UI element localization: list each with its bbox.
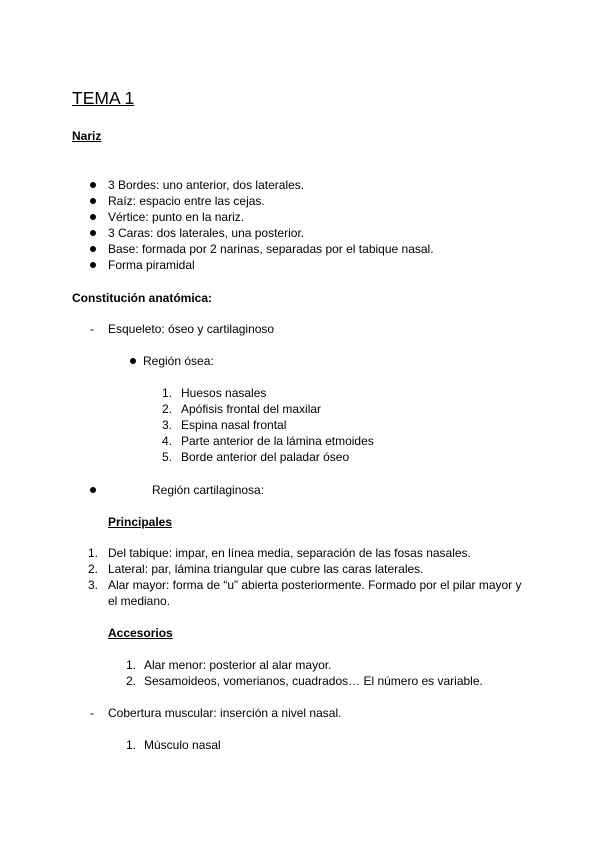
list-number: 3. <box>87 578 98 592</box>
cobertura-item: Cobertura muscular: inserción a nivel nasal. <box>108 706 342 720</box>
list-item: Apófisis frontal del maxilar <box>181 402 322 416</box>
list-item: 3 Caras: dos laterales, una posterior. <box>108 226 305 240</box>
region-cartilaginosa-label: Región cartilaginosa: <box>152 483 265 497</box>
list-item: Parte anterior de la lámina etmoides <box>181 434 374 448</box>
list-item-continuation: el mediano. <box>108 594 171 608</box>
region-osea-label: Región ósea: <box>143 354 214 368</box>
subheading-accesorios: Accesorios <box>108 626 173 640</box>
subheading-principales: Principales <box>108 515 173 529</box>
list-item: Del tabique: impar, en línea media, separación de las fosas nasales. <box>108 546 471 560</box>
bullet-icon <box>90 214 96 220</box>
bullet-icon <box>90 262 96 268</box>
bullet-icon <box>90 246 96 252</box>
list-item: Lateral: par, lámina triangular que cubre las caras laterales. <box>108 562 424 576</box>
list-number: 2. <box>161 402 172 416</box>
section-heading-nariz: Nariz <box>72 129 102 143</box>
dash-marker: - <box>90 706 94 720</box>
list-item: Vértice: punto en la nariz. <box>108 210 245 224</box>
list-number: 1. <box>87 546 98 560</box>
bullet-icon <box>90 230 96 236</box>
list-item: Alar mayor: forma de “u” abierta posteriormente. Formado por el pilar mayor y <box>108 578 522 592</box>
list-item: Sesamoideos, vomerianos, cuadrados… El número es variable. <box>144 674 483 688</box>
list-number: 4. <box>161 434 172 448</box>
list-number: 3. <box>161 418 172 432</box>
bullet-icon <box>90 198 96 204</box>
list-item: Forma piramidal <box>108 258 195 272</box>
list-item: Base: formada por 2 narinas, separadas por el tabique nasal. <box>108 242 434 256</box>
dash-marker: - <box>90 322 94 336</box>
list-number: 1. <box>125 738 136 752</box>
bullet-icon <box>90 487 96 493</box>
list-item: Alar menor: posterior al alar mayor. <box>144 658 332 672</box>
section-heading-constitucion: Constitución anatómica: <box>72 291 213 305</box>
list-item: Músculo nasal <box>144 738 221 752</box>
list-number: 2. <box>87 562 98 576</box>
bullet-icon <box>90 182 96 188</box>
list-item: Raíz: espacio entre las cejas. <box>108 194 265 208</box>
esqueleto-item: Esqueleto: óseo y cartilaginoso <box>108 322 275 336</box>
list-item: Espina nasal frontal <box>181 418 287 432</box>
list-item: 3 Bordes: uno anterior, dos laterales. <box>108 178 305 192</box>
page-title: TEMA 1 <box>72 88 135 108</box>
list-item: Huesos nasales <box>181 386 267 400</box>
list-number: 1. <box>125 658 136 672</box>
list-item: Borde anterior del paladar óseo <box>181 450 350 464</box>
list-number: 2. <box>125 674 136 688</box>
list-number: 1. <box>161 386 172 400</box>
bullet-icon <box>130 358 136 364</box>
list-number: 5. <box>161 450 172 464</box>
